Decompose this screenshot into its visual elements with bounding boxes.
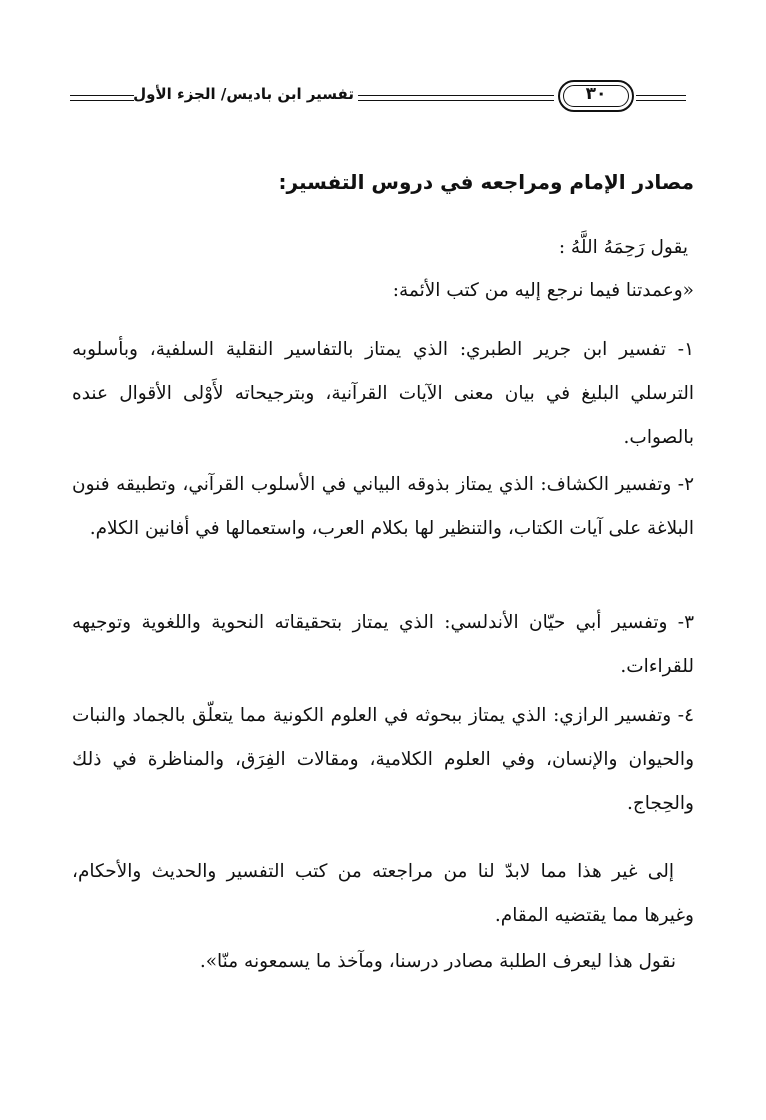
page-number: ٣٠ (585, 84, 607, 104)
running-header (70, 76, 696, 120)
intro-line: يقول رَحِمَهُ اللَّهُ : (558, 237, 688, 258)
page-number-frame (558, 80, 634, 112)
header-rule-right (636, 95, 686, 101)
list-item: ٤- وتفسير الرازي: الذي يمتاز ببحوثه في العلوم الكونية مما يتعلّق بالجماد والنبات والحيوان والإنسان، وفي العلوم الكلامية، ومقالات الفِرَق، والمناظرة في ذلك والحِجاج. (72, 705, 695, 814)
list-item: ٢- وتفسير الكشاف: الذي يمتاز بذوقه البياني في الأسلوب القرآني، وتطبيقه فنون البلاغة على آيات الكتاب، والتنظير لها بكلام العرب، واستعمالها في أفانين الكلام. (72, 474, 694, 539)
closing-paragraph: إلى غير هذا مما لابدّ لنا من مراجعته من كتب التفسير والحديث والأحكام، وغيرها مما يقتضيه المقام. (72, 861, 694, 926)
header-rule-middle (358, 95, 554, 101)
quote-opening: «وعمدتنا فيما نرجع إليه من كتب الأئمة: (392, 280, 694, 301)
header-rule-left (70, 95, 134, 101)
section-heading: مصادر الإمام ومراجعه في دروس التفسير: (278, 170, 694, 194)
final-paragraph: نقول هذا ليعرف الطلبة مصادر درسنا، ومآخذ ما يسمعونه منّا». (199, 951, 676, 972)
running-title: تفسير ابن باديس/ الجزء الأول (133, 85, 354, 103)
list-item: ٣- وتفسير أبي حيّان الأندلسي: الذي يمتاز بتحقيقاته النحوية واللغوية وتوجيهه للقراءات. (72, 612, 694, 677)
list-item: ١- تفسير ابن جرير الطبري: الذي يمتاز بالتفاسير النقلية السلفية، وبأسلوبه الترسلي البليغ في بيان معنى الآيات القرآنية، وبترجيحاته لأَوْلى الأقوال عنده بالصواب. (72, 339, 694, 448)
